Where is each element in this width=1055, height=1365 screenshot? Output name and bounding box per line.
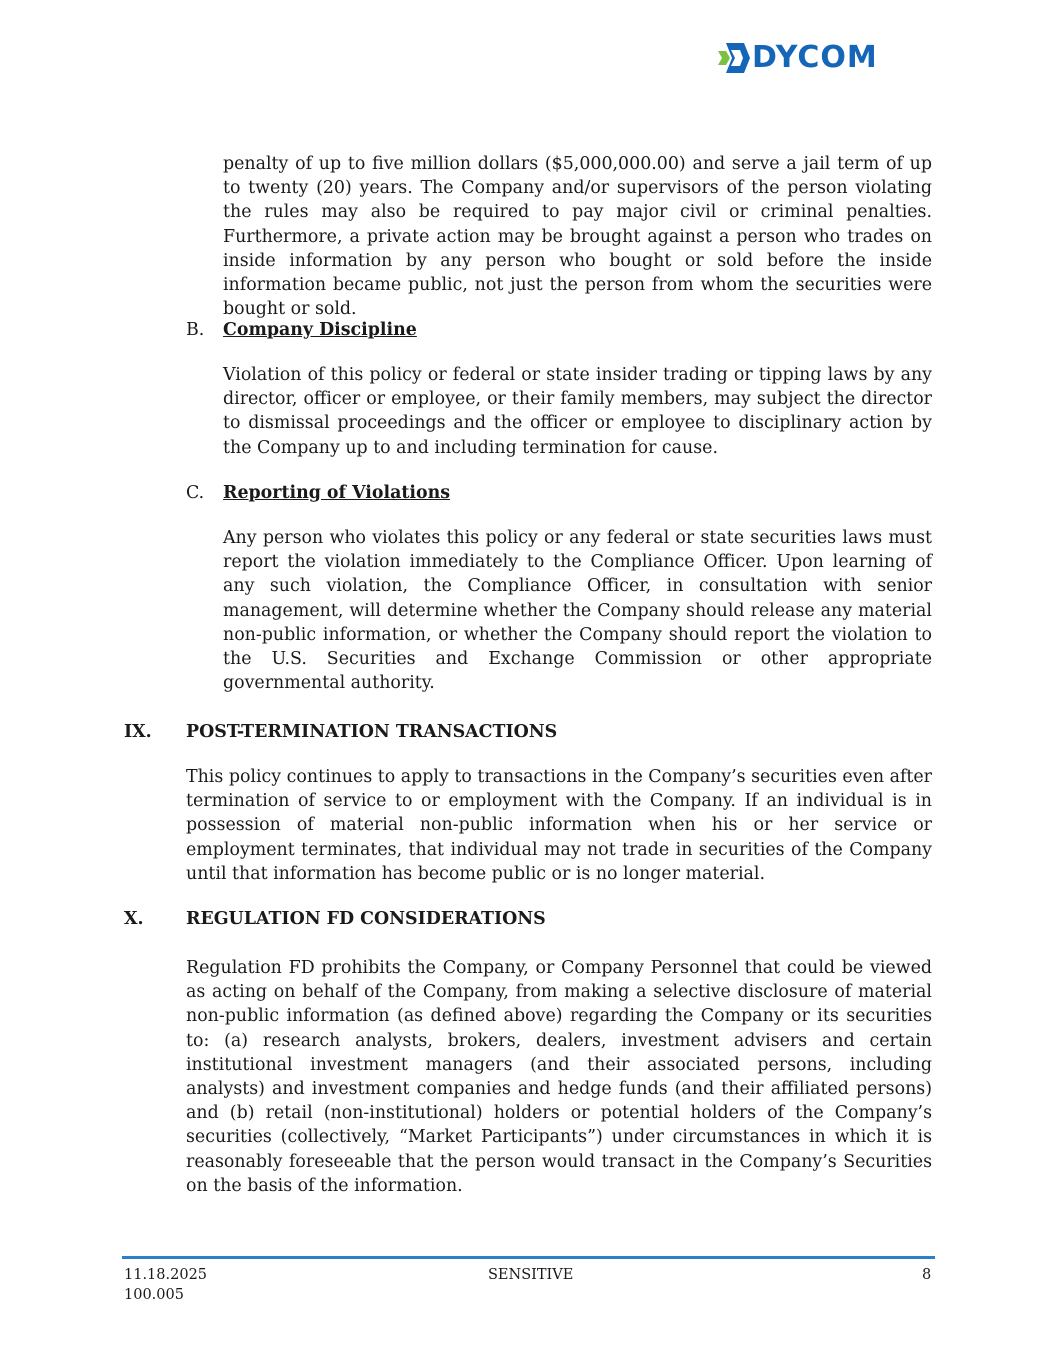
- footer-date: 11.18.2025: [124, 1267, 208, 1283]
- subsection-c-letter: C.: [186, 483, 205, 503]
- section-x-title: REGULATION FD CONSIDERATIONS: [186, 909, 546, 929]
- footer-divider: [122, 1256, 935, 1259]
- subsection-b-letter: B.: [186, 320, 205, 340]
- continuation-paragraph: penalty of up to five million dollars ($5,000,000.00) and serve a jail term of up to twenty (20) years. The Company and/or supervisors of the person violating the rules may also be required to pay major civil or criminal penalties. Furthermore, a private action may be brought against a person who trades on inside information by any person who bought or sold before the inside information became public, not just the person from whom the securities were bought or sold.: [223, 154, 932, 320]
- subsection-c-title: Reporting of Violations: [223, 483, 451, 503]
- dycom-logo-mark-icon: [716, 41, 750, 75]
- footer-classification: SENSITIVE: [488, 1267, 574, 1283]
- footer-doc-number: 100.005: [124, 1287, 184, 1303]
- section-ix-number: IX.: [124, 722, 152, 742]
- footer-page-number: 8: [922, 1267, 932, 1283]
- subsection-c-text: Any person who violates this policy or any federal or state securities laws must report the violation immediately to the Compliance Officer. Upon learning of any such violation, the Compliance Officer, in consultation with senior management, will determine whether the Company should release any material non-public information, or whether the Company should report the violation to the U.S. Securities and Exchange Commission or other appropriate governmental authority.: [223, 528, 932, 694]
- logo-wordmark: DYCOM: [752, 40, 878, 75]
- subsection-b-text: Violation of this policy or federal or state insider trading or tipping laws by any director, officer or employee, or their family members, may subject the director to dismissal proceedings and the officer or employee to disciplinary action by the Company up to and including termination for cause.: [223, 365, 932, 458]
- section-ix-title: POST-TERMINATION TRANSACTIONS: [186, 722, 558, 742]
- company-logo: [716, 40, 922, 76]
- section-x-text: Regulation FD prohibits the Company, or Company Personnel that could be viewed as acting on behalf of the Company, from making a selective disclosure of material non-public information (as defined above) regarding the Company or its securities to: (a) research analysts, brokers, dealers, investment advisers and certain institutional investment managers (and their associated persons, including analysts) and investment companies and hedge funds (and their affiliated persons) and (b) retail (non-institutional) holders or potential holders of the Company’s securities (collectively, “Market Participants”) under circumstances in which it is reasonably foreseeable that the person would transact in the Company’s Securities on the basis of the information.: [186, 958, 932, 1196]
- subsection-b-title: Company Discipline: [223, 320, 417, 340]
- section-ix-text: This policy continues to apply to transactions in the Company’s securities even after termination of service to or employment with the Company. If an individual is in possession of material non-public information when his or her service or employment terminates, that individual may not trade in securities of the Company until that information has become public or is no longer material.: [186, 767, 932, 884]
- section-x-number: X.: [124, 909, 144, 929]
